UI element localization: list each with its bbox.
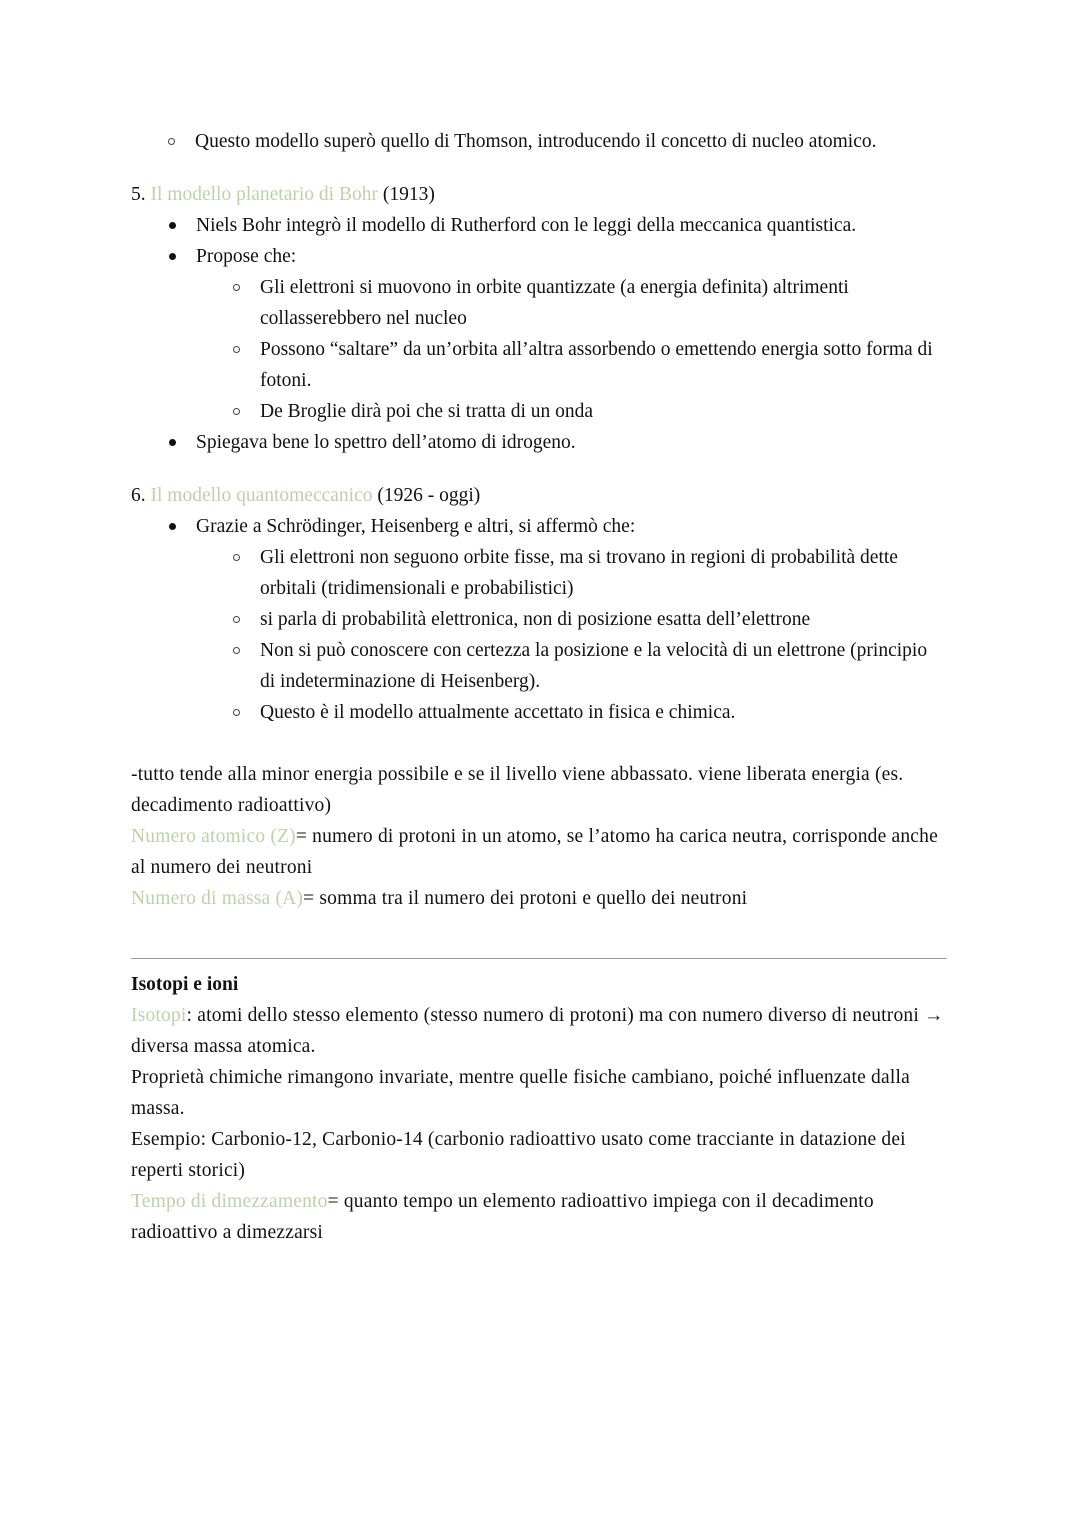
list-item: [196, 542, 947, 604]
section-5-sublist: [196, 272, 947, 427]
section-5-years: (1913): [382, 184, 435, 205]
energy-note-paragraph: -tutto tende alla minor energia possibile e se il livello viene abbassato. viene liberata energia (es. decadimento radioattivo): [131, 764, 904, 816]
list-item-label: Questo modello superò quello di Thomson, introducendo il concetto di nucleo atomico.: [195, 131, 877, 152]
list-item: [131, 210, 947, 241]
list-item: [196, 334, 947, 396]
disc-bullet-icon: [169, 253, 176, 260]
list-item-label: Propose che:: [196, 246, 297, 267]
list-item: [131, 126, 947, 157]
mass-number-term: Numero di massa (A): [131, 888, 304, 909]
list-item-label: Questo è il modello attualmente accettato in fisica e chimica.: [260, 702, 736, 723]
circle-bullet-icon: [233, 616, 240, 623]
spacer: [131, 914, 947, 958]
disc-bullet-icon: [169, 222, 176, 229]
spacer: [131, 959, 947, 969]
section-5-number: 5.: [131, 184, 146, 205]
section-5-list: [131, 210, 947, 458]
list-item-label: Niels Bohr integrò il modello di Rutherford con le leggi della meccanica quantistica.: [196, 215, 857, 236]
disc-bullet-icon: [169, 523, 176, 530]
list-item: [131, 511, 947, 728]
list-item: [196, 697, 947, 728]
spacer: [131, 157, 947, 179]
list-item-label: Non si può conoscere con certezza la posizione e la velocità di un elettrone (principio di indeterminazione di Heisenberg).: [260, 640, 928, 692]
atomic-number-text: = numero di protoni in un atomo, se l’atomo ha carica neutra, corrisponde anche al numero dei neutroni: [131, 826, 938, 878]
mass-number-text: = somma tra il numero dei protoni e quello dei neutroni: [303, 888, 748, 909]
section-6-list: [131, 511, 947, 728]
list-item: [131, 241, 947, 427]
isotopes-heading: Isotopi e ioni: [131, 974, 239, 995]
list-item: [196, 635, 947, 697]
circle-bullet-icon: [233, 554, 240, 561]
list-item-label: Possono “saltare” da un’orbita all’altra assorbendo o emettendo energia sotto forma di fotoni.: [260, 339, 933, 391]
list-item: [196, 396, 947, 427]
section-6-years: (1926 - oggi): [377, 485, 481, 506]
carryover-sublist: [131, 126, 947, 157]
list-item-label: Gli elettroni non seguono orbite fisse, ma si trovano in regioni di probabilità dette orbitali (tridimensionali e probabilistici): [260, 547, 898, 599]
section-6-heading: [131, 480, 947, 511]
list-item-label: De Broglie dirà poi che si tratta di un onda: [260, 401, 594, 422]
list-item-label: Spiegava bene lo spettro dell’atomo di idrogeno.: [196, 432, 576, 453]
list-item-label: Gli elettroni si muovono in orbite quantizzate (a energia definita) altrimenti collasserebbero nel nucleo: [260, 277, 849, 329]
top-spacer: [131, 0, 947, 126]
circle-bullet-icon: [233, 647, 240, 654]
notes-content-column: [131, 0, 947, 1248]
section-6-number: 6.: [131, 485, 146, 506]
half-life-text: = quanto tempo un elemento radioattivo impiega con il decadimento radioattivo a dimezzarsi: [131, 1191, 874, 1243]
section-5-heading: [131, 179, 947, 210]
spacer: [131, 728, 947, 759]
circle-bullet-icon: [233, 284, 240, 291]
isotopes-properties-paragraph: Proprietà chimiche rimangono invariate, mentre quelle fisiche cambiano, poiché influenzate dalla massa.: [131, 1067, 910, 1119]
atomic-number-definition: [131, 821, 947, 883]
circle-bullet-icon: [233, 408, 240, 415]
section-5-title: Il modello planetario di Bohr: [150, 184, 378, 205]
circle-bullet-icon: [233, 709, 240, 716]
list-item: [131, 427, 947, 458]
isotopi-term: Isotopi: [131, 1005, 187, 1026]
spacer: [131, 458, 947, 480]
list-item: [196, 604, 947, 635]
list-item-label: Grazie a Schrödinger, Heisenberg e altri, si affermò che:: [196, 516, 636, 537]
mass-number-definition: [131, 883, 947, 914]
list-item-label: si parla di probabilità elettronica, non di posizione esatta dell’elettrone: [260, 609, 811, 630]
isotopi-text: : atomi dello stesso elemento (stesso numero di protoni) ma con numero diverso di neutroni → diversa massa atomica.: [131, 1005, 944, 1057]
section-6-sublist: [196, 542, 947, 728]
disc-bullet-icon: [169, 439, 176, 446]
half-life-definition: [131, 1186, 947, 1248]
isotopi-definition: [131, 1000, 947, 1062]
half-life-term: Tempo di dimezzamento: [131, 1191, 328, 1212]
circle-bullet-icon: [233, 346, 240, 353]
atomic-number-term: Numero atomico (Z): [131, 826, 296, 847]
section-6-title: Il modello quantomeccanico: [150, 485, 373, 506]
isotopes-example-paragraph: Esempio: Carbonio-12, Carbonio-14 (carbonio radioattivo usato come tracciante in datazione dei reperti storici): [131, 1129, 906, 1181]
circle-bullet-icon: [168, 138, 175, 145]
list-item: [196, 272, 947, 334]
